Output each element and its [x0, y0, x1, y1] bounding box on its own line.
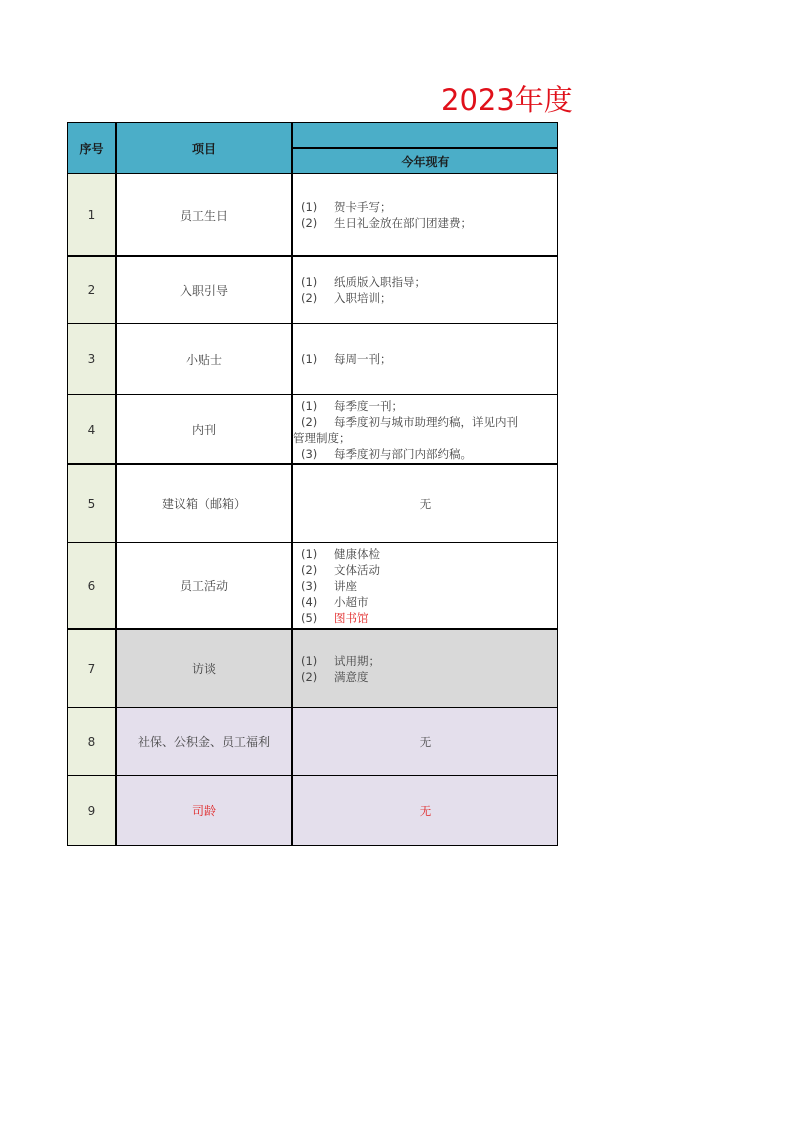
row-8-desc: 无	[293, 708, 558, 775]
row-8-index: 8	[67, 708, 117, 775]
row-1-desc	[293, 174, 558, 256]
header-item: 项目	[117, 122, 293, 174]
row-5-desc: 无	[419, 496, 432, 511]
row-6-index: 6	[67, 543, 117, 628]
row-2-item: 入职引导	[117, 257, 293, 323]
row-5-item: 建议箱（邮箱）	[117, 465, 293, 542]
desc-line: (1) 试用期；	[301, 653, 380, 668]
row-2-index: 2	[67, 257, 117, 323]
header-index: 序号	[67, 122, 117, 174]
desc-line: (2) 每季度初与城市助理约稿，详见内刊	[301, 414, 518, 429]
desc-line: (2) 入职培训；	[301, 291, 392, 305]
header-current: 今年现有	[293, 149, 558, 174]
header-group	[293, 122, 558, 149]
desc-line: (2) 文体活动	[301, 562, 380, 577]
row-7-index: 7	[67, 630, 117, 707]
row-4-desc	[293, 395, 558, 464]
desc-line: (1) 纸质版入职指导；	[301, 275, 426, 289]
desc-line: (3) 讲座	[301, 578, 357, 593]
row-7-item: 访谈	[117, 630, 293, 707]
row-4-item: 内刊	[117, 395, 293, 464]
desc-line: (2) 生日礼金放在部门团建费；	[301, 216, 472, 230]
desc-line: 管理制度；	[293, 430, 351, 445]
desc-line: (5) 图书馆	[301, 610, 369, 625]
page-cut-edge	[557, 122, 558, 846]
desc-line: (1) 健康体检	[301, 546, 380, 561]
desc-line: (1) 每季度一刊；	[301, 398, 403, 413]
row-5-index: 5	[67, 465, 117, 542]
row-3-desc	[293, 324, 558, 394]
row-9-index: 9	[67, 776, 117, 846]
desc-line: (2) 满意度	[301, 669, 369, 684]
desc-line: (4) 小超市	[301, 594, 369, 609]
row-1-item: 员工生日	[117, 174, 293, 256]
row-6-desc	[293, 543, 558, 628]
page-title: 2023年度	[441, 83, 573, 117]
row-8-item: 社保、公积金、员工福利	[117, 708, 293, 775]
row-3-item: 小贴士	[117, 324, 293, 394]
desc-line: (3) 每季度初与部门内部约稿。	[301, 446, 472, 461]
row-3-index: 3	[67, 324, 117, 394]
row-6-item: 员工活动	[117, 543, 293, 628]
row-1-index: 1	[67, 174, 117, 256]
row-9-item: 司龄	[117, 776, 293, 846]
row-9-desc: 无	[293, 776, 558, 846]
desc-line: (1) 每周一刊；	[301, 352, 392, 366]
row-7-desc	[293, 630, 558, 707]
row-4-index: 4	[67, 395, 117, 464]
row-2-desc	[293, 257, 558, 323]
desc-line: (1) 贺卡手写；	[301, 200, 392, 214]
